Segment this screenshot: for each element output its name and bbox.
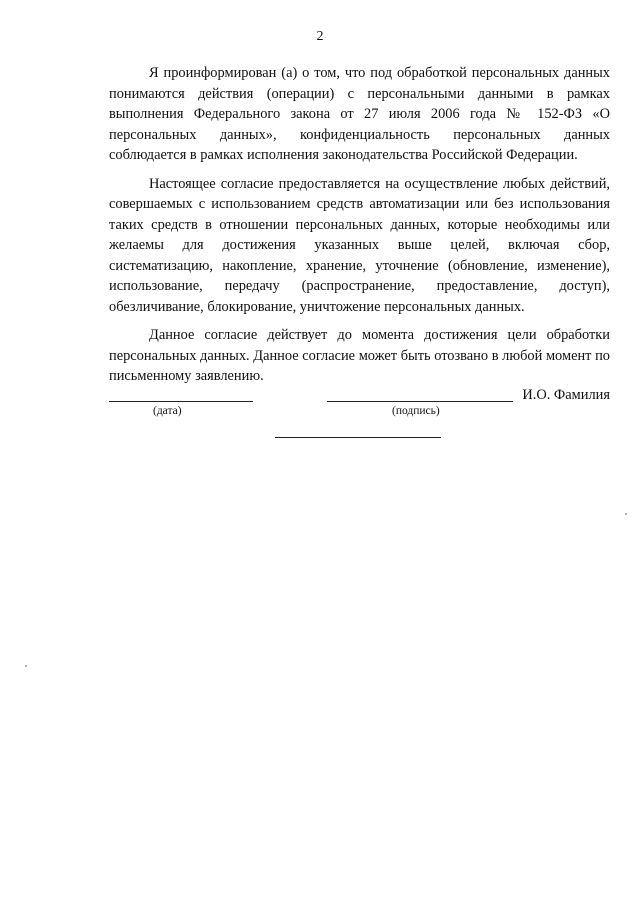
page-number: 2 xyxy=(316,29,324,44)
consent-text xyxy=(109,63,610,395)
paragraph-consent-validity: Данное согласие действует до момента достижения цели обработки персональных данных. Данное согласие может быть отозвано в любой момент по письменному заявлению. xyxy=(109,327,610,384)
date-line xyxy=(109,401,253,402)
scan-speck xyxy=(25,665,27,667)
date-caption: (дата) xyxy=(153,405,182,417)
signature-line xyxy=(327,401,513,402)
signature-block xyxy=(109,384,610,424)
signer-name: И.О. Фамилия xyxy=(522,387,610,403)
signature-caption: (подпись) xyxy=(392,405,440,417)
paragraph-consent-scope: Настоящее согласие предоставляется на осуществление любых действий, совершаемых с использованием средств автоматизации или без использования таких средств в отношении персональных данных, которые необходимы или желаемы для достижения указанных выше целей, включая сбор, систематизацию, накопление, хранение, уточнение (обновление, изменение), использование, передачу (распространение, предоставление, доступ), обезличивание, блокирование, уничтожение персональных данных. xyxy=(109,175,610,315)
closing-line xyxy=(275,437,441,438)
paragraph-processing-info: Я проинформирован (а) о том, что под обработкой персональных данных понимаются действия (операции) с персональными данными в рамках выполнения Федерального закона от 27 июля 2006 года № 152-ФЗ «О персональных данных», конфиденциальность персональных данных соблюдается в рамках исполнения законодательства Российской Федерации. xyxy=(109,65,610,163)
scan-speck xyxy=(625,513,627,515)
